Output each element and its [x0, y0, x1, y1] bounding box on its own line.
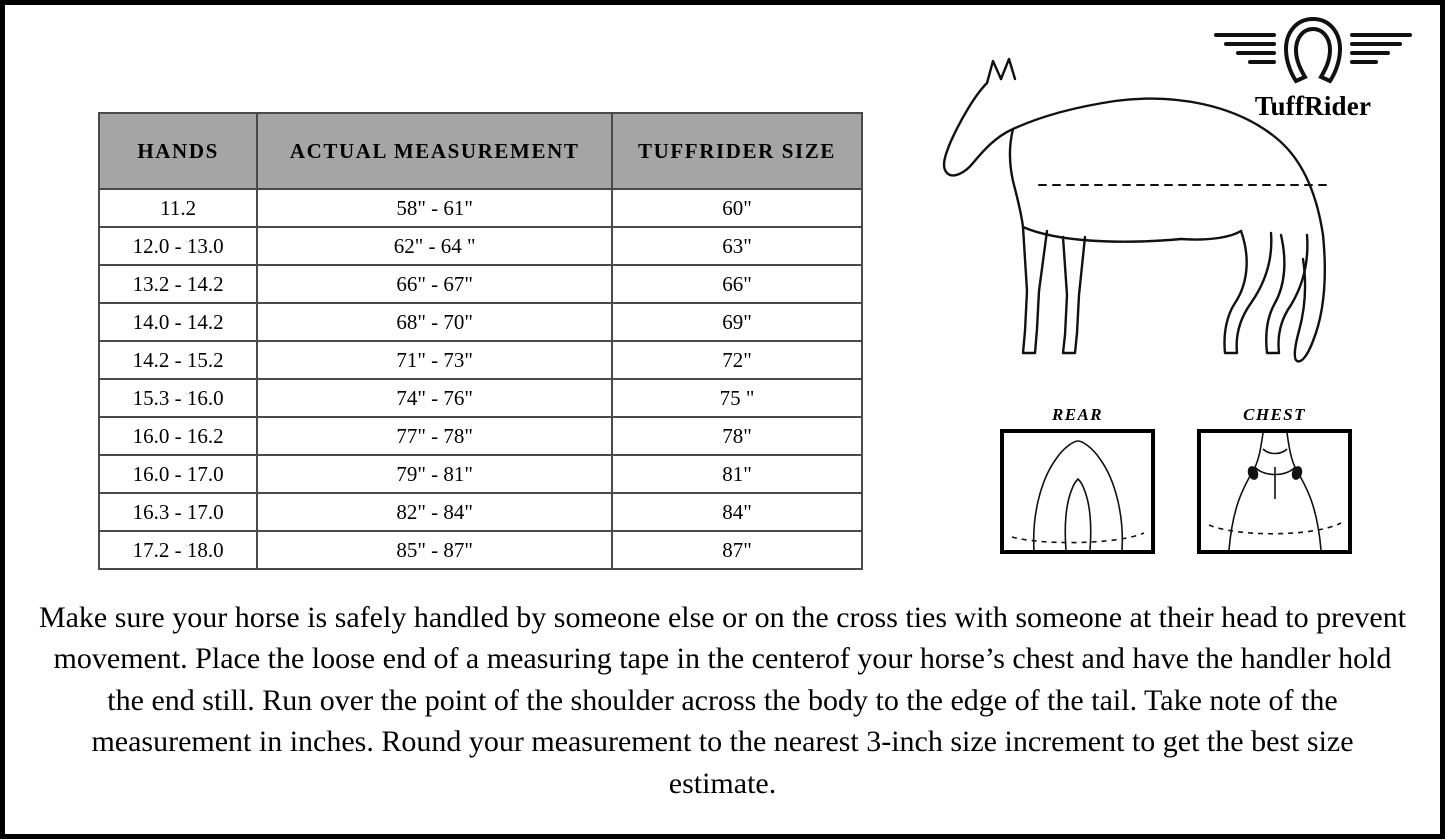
horse-side-view-outline-icon	[935, 45, 1365, 395]
cell-size: 72"	[612, 341, 862, 379]
cell-actual: 85" - 87"	[257, 531, 612, 569]
cell-size: 66"	[612, 265, 862, 303]
cell-actual: 66" - 67"	[257, 265, 612, 303]
cell-size: 81"	[612, 455, 862, 493]
cell-size: 60"	[612, 189, 862, 227]
chest-view-label: CHEST	[1243, 405, 1306, 424]
table-row	[99, 227, 862, 265]
brand-name: TuffRider	[1254, 91, 1372, 121]
table-row	[99, 417, 862, 455]
cell-actual: 77" - 78"	[257, 417, 612, 455]
cell-actual: 71" - 73"	[257, 341, 612, 379]
cell-hands: 16.0 - 17.0	[99, 455, 257, 493]
table-row	[99, 531, 862, 569]
table-row	[99, 189, 862, 227]
instructions-text: Make sure your horse is safely handled by someone else or on the cross ties with someone at their head to prevent movement. Place the loose end of a measuring tape in the centerof your horse’s chest and have the handler hold the end still. Run over the point of the shoulder across the body to the edge of the tail. Take note of the measurement in inches. Round your measurement to the nearest 3-inch size increment to get the best size estimate.	[38, 601, 1407, 800]
cell-hands: 15.3 - 16.0	[99, 379, 257, 417]
table-row	[99, 379, 862, 417]
cell-size: 75 "	[612, 379, 862, 417]
cell-size: 78"	[612, 417, 862, 455]
chest-view	[1197, 405, 1352, 554]
cell-hands: 16.0 - 16.2	[99, 417, 257, 455]
table-row	[99, 303, 862, 341]
cell-hands: 12.0 - 13.0	[99, 227, 257, 265]
cell-hands: 16.3 - 17.0	[99, 493, 257, 531]
table-row	[99, 493, 862, 531]
column-header-hands: HANDS	[99, 113, 257, 189]
cell-size: 63"	[612, 227, 862, 265]
cell-actual: 74" - 76"	[257, 379, 612, 417]
cell-actual: 82" - 84"	[257, 493, 612, 531]
table-row	[99, 341, 862, 379]
size-chart-table	[98, 112, 863, 570]
cell-actual: 62" - 64 "	[257, 227, 612, 265]
column-header-actual-measurement: ACTUAL MEASUREMENT	[257, 113, 612, 189]
cell-actual: 79" - 81"	[257, 455, 612, 493]
cell-size: 69"	[612, 303, 862, 341]
cell-hands: 17.2 - 18.0	[99, 531, 257, 569]
rear-view	[1000, 405, 1155, 554]
cell-hands: 14.0 - 14.2	[99, 303, 257, 341]
column-header-tuffrider-size: TUFFRIDER SIZE	[612, 113, 862, 189]
cell-hands: 14.2 - 15.2	[99, 341, 257, 379]
table-row	[99, 265, 862, 303]
cell-hands: 11.2	[99, 189, 257, 227]
horse-chest-view-outline-icon	[1197, 429, 1352, 554]
cell-actual: 68" - 70"	[257, 303, 612, 341]
rear-view-label: REAR	[1052, 405, 1103, 424]
horse-rear-view-outline-icon	[1000, 429, 1155, 554]
table-header-row	[99, 113, 862, 189]
cell-size: 87"	[612, 531, 862, 569]
cell-size: 84"	[612, 493, 862, 531]
cell-hands: 13.2 - 14.2	[99, 265, 257, 303]
cell-actual: 58" - 61"	[257, 189, 612, 227]
table-row	[99, 455, 862, 493]
